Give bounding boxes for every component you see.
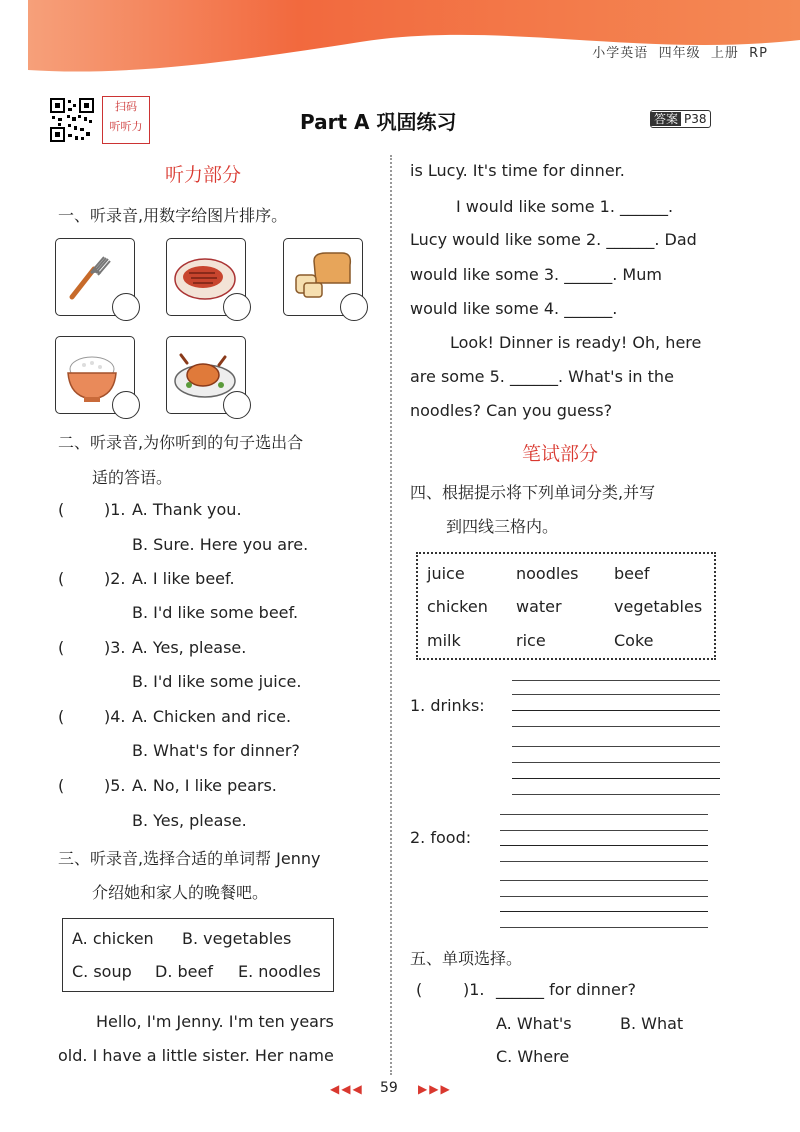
passage-line: Hello, I'm Jenny. I'm ten years bbox=[96, 1012, 334, 1031]
q5-title: 五、单项选择。 bbox=[410, 949, 523, 968]
q2-item-number: )1. bbox=[104, 500, 126, 519]
q2-item-number: )5. bbox=[104, 776, 126, 795]
q1-title: 一、听录音,用数字给图片排序。 bbox=[58, 206, 288, 225]
passage-line: old. I have a little sister. Her name bbox=[58, 1046, 334, 1065]
writing-heading: 笔试部分 bbox=[522, 443, 599, 465]
answer-circle[interactable] bbox=[223, 293, 251, 321]
picture-card-fork bbox=[55, 238, 135, 316]
q3-option: B. vegetables bbox=[182, 929, 292, 948]
answer-paren[interactable]: ( bbox=[416, 980, 423, 999]
q5-option-c: C. Where bbox=[496, 1047, 570, 1066]
q2-option-b: B. I'd like some juice. bbox=[132, 672, 302, 691]
word-bank-item: vegetables bbox=[614, 597, 703, 616]
word-bank-item: noodles bbox=[516, 564, 579, 583]
word-bank-item: milk bbox=[427, 631, 461, 650]
passage-line: is Lucy. It's time for dinner. bbox=[410, 161, 625, 180]
word-bank-item: beef bbox=[614, 564, 650, 583]
q3-title-line1: 三、听录音,选择合适的单词帮 Jenny bbox=[58, 849, 321, 868]
answer-paren[interactable]: ( bbox=[58, 776, 65, 795]
q3-option: E. noodles bbox=[238, 962, 321, 981]
passage-line: Lucy would like some 2. ______. Dad bbox=[410, 230, 697, 249]
word-bank-item: chicken bbox=[427, 597, 488, 616]
passage-line: would like some 4. ______. bbox=[410, 299, 618, 318]
q5-option-a: A. What's bbox=[496, 1014, 572, 1033]
next-arrows-icon: ▶▶▶ bbox=[418, 1082, 452, 1096]
top-banner bbox=[0, 0, 800, 80]
drinks-label: 1. drinks: bbox=[410, 696, 485, 715]
answer-paren[interactable]: ( bbox=[58, 707, 65, 726]
word-bank-item: Coke bbox=[614, 631, 654, 650]
answer-circle[interactable] bbox=[112, 293, 140, 321]
q5-item-number: )1. bbox=[463, 980, 485, 999]
word-bank-item: water bbox=[516, 597, 562, 616]
word-bank-item: rice bbox=[516, 631, 546, 650]
page-title: Part A 巩固练习 bbox=[300, 110, 457, 134]
answer-badge: 答案 P38 bbox=[650, 110, 711, 128]
answer-paren[interactable]: ( bbox=[58, 638, 65, 657]
q4-title-line1: 四、根据提示将下列单词分类,并写 bbox=[410, 483, 656, 502]
q3-title-line2: 介绍她和家人的晚餐吧。 bbox=[92, 883, 269, 902]
picture-card-rice bbox=[55, 336, 135, 414]
passage-line: noodles? Can you guess? bbox=[410, 401, 613, 420]
passage-line: Look! Dinner is ready! Oh, here bbox=[450, 333, 702, 352]
q3-option: C. soup bbox=[72, 962, 132, 981]
q2-title-line1: 二、听录音,为你听到的句子选出合 bbox=[58, 433, 304, 452]
q2-item-number: )4. bbox=[104, 707, 126, 726]
q5-option-b: B. What bbox=[620, 1014, 684, 1033]
qr-code-icon[interactable] bbox=[50, 98, 94, 142]
q2-option-a: A. Yes, please. bbox=[132, 638, 247, 657]
q2-option-a: A. No, I like pears. bbox=[132, 776, 277, 795]
q3-option: D. beef bbox=[155, 962, 213, 981]
q2-option-a: A. I like beef. bbox=[132, 569, 235, 588]
q2-option-b: B. Yes, please. bbox=[132, 811, 247, 830]
q2-title-line2: 适的答语。 bbox=[92, 468, 173, 487]
column-divider bbox=[390, 155, 392, 1075]
passage-line: would like some 3. ______. Mum bbox=[410, 265, 662, 284]
q2-item-number: )3. bbox=[104, 638, 126, 657]
q3-option: A. chicken bbox=[72, 929, 154, 948]
prev-arrows-icon: ◀◀◀ bbox=[330, 1082, 364, 1096]
picture-card-steak bbox=[166, 238, 246, 316]
q2-option-a: A. Thank you. bbox=[132, 500, 242, 519]
picture-card-bread bbox=[283, 238, 363, 316]
picture-card-chicken bbox=[166, 336, 246, 414]
answer-paren[interactable]: ( bbox=[58, 500, 65, 519]
answer-paren[interactable]: ( bbox=[58, 569, 65, 588]
passage-line: are some 5. ______. What's in the bbox=[410, 367, 674, 386]
q2-option-b: B. I'd like some beef. bbox=[132, 603, 299, 622]
answer-circle[interactable] bbox=[340, 293, 368, 321]
q4-title-line2: 到四线三格内。 bbox=[446, 517, 559, 536]
answer-circle[interactable] bbox=[112, 391, 140, 419]
scan-listen-label: 扫码 听听力 bbox=[102, 96, 150, 144]
food-label: 2. food: bbox=[410, 828, 472, 847]
book-info: 小学英语 四年级 上册 RP bbox=[592, 46, 768, 61]
answer-circle[interactable] bbox=[223, 391, 251, 419]
q2-item-number: )2. bbox=[104, 569, 126, 588]
passage-line: I would like some 1. ______. bbox=[456, 197, 674, 216]
q2-option-a: A. Chicken and rice. bbox=[132, 707, 292, 726]
q2-option-b: B. Sure. Here you are. bbox=[132, 535, 309, 554]
word-bank-item: juice bbox=[427, 564, 465, 583]
listening-heading: 听力部分 bbox=[165, 164, 242, 186]
page-number: 59 bbox=[380, 1080, 398, 1096]
q5-stem: ______ for dinner? bbox=[496, 980, 636, 999]
q2-option-b: B. What's for dinner? bbox=[132, 741, 300, 760]
